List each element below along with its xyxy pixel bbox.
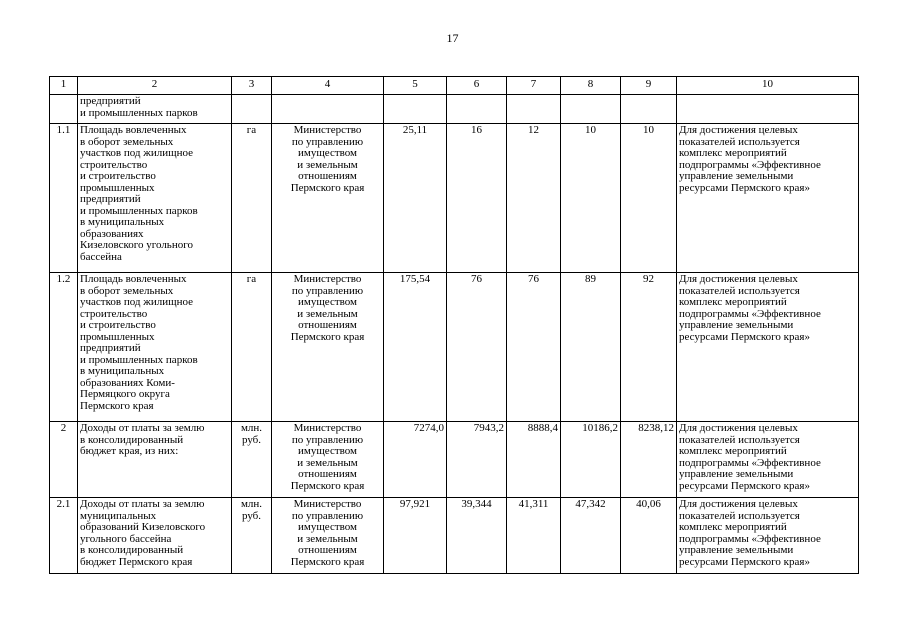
header-cell-2: 2 bbox=[78, 77, 232, 95]
cell-value-5: 7274,0 bbox=[384, 422, 447, 498]
cell-value-8: 10186,2 bbox=[561, 422, 621, 498]
cell-executor bbox=[272, 95, 384, 124]
cell-indicator-name: Площадь вовлеченных в оборот земельных участков под жилищное строительство и строительство промышленных предприятий и промышленных парков в муниципальных образованиях Кизеловского угольного бассейна bbox=[78, 124, 232, 273]
cell-executor: Министерство по управлению имуществом и земельным отношениям Пермского края bbox=[272, 273, 384, 422]
cell-value-9 bbox=[621, 95, 677, 124]
cell-num: 1.1 bbox=[50, 124, 78, 273]
cell-value-6: 39,344 bbox=[447, 498, 507, 574]
cell-value-6: 16 bbox=[447, 124, 507, 273]
indicators-table bbox=[49, 76, 859, 574]
cell-num bbox=[50, 95, 78, 124]
header-cell-6: 6 bbox=[447, 77, 507, 95]
header-cell-5: 5 bbox=[384, 77, 447, 95]
cell-value-7 bbox=[507, 95, 561, 124]
header-cell-4: 4 bbox=[272, 77, 384, 95]
cell-executor: Министерство по управлению имуществом и земельным отношениям Пермского края bbox=[272, 422, 384, 498]
cell-value-9: 40,06 bbox=[621, 498, 677, 574]
cell-unit: млн. руб. bbox=[232, 498, 272, 574]
cell-indicator-name: Доходы от платы за землю муниципальных образований Кизеловского угольного бассейна в консолидированный бюджет Пермского края bbox=[78, 498, 232, 574]
header-cell-3: 3 bbox=[232, 77, 272, 95]
table-row bbox=[50, 422, 859, 498]
cell-value-8: 89 bbox=[561, 273, 621, 422]
header-cell-8: 8 bbox=[561, 77, 621, 95]
cell-note: Для достижения целевых показателей используется комплекс мероприятий подпрограммы «Эффективное управление земельными ресурсами Пермского края» bbox=[677, 498, 859, 574]
cell-note: Для достижения целевых показателей используется комплекс мероприятий подпрограммы «Эффективное управление земельными ресурсами Пермского края» bbox=[677, 273, 859, 422]
cell-executor: Министерство по управлению имуществом и земельным отношениям Пермского края bbox=[272, 124, 384, 273]
cell-value-5 bbox=[384, 95, 447, 124]
header-cell-1: 1 bbox=[50, 77, 78, 95]
cell-value-6: 7943,2 bbox=[447, 422, 507, 498]
cell-indicator-name: предприятий и промышленных парков bbox=[78, 95, 232, 124]
table-row bbox=[50, 273, 859, 422]
header-row bbox=[50, 77, 859, 95]
cell-num: 2 bbox=[50, 422, 78, 498]
cell-note bbox=[677, 95, 859, 124]
table-row bbox=[50, 124, 859, 273]
cell-value-6: 76 bbox=[447, 273, 507, 422]
cell-value-8: 47,342 bbox=[561, 498, 621, 574]
page-number: 17 bbox=[446, 31, 459, 45]
cell-unit: га bbox=[232, 273, 272, 422]
cell-num: 1.2 bbox=[50, 273, 78, 422]
cell-value-9: 10 bbox=[621, 124, 677, 273]
header-cell-10: 10 bbox=[677, 77, 859, 95]
cell-value-7: 8888,4 bbox=[507, 422, 561, 498]
cell-value-5: 97,921 bbox=[384, 498, 447, 574]
cell-value-9: 92 bbox=[621, 273, 677, 422]
cell-value-7: 41,311 bbox=[507, 498, 561, 574]
cell-note: Для достижения целевых показателей используется комплекс мероприятий подпрограммы «Эффективное управление земельными ресурсами Пермского края» bbox=[677, 124, 859, 273]
cell-value-7: 76 bbox=[507, 273, 561, 422]
cell-value-5: 175,54 bbox=[384, 273, 447, 422]
cell-indicator-name: Доходы от платы за землю в консолидированный бюджет края, из них: bbox=[78, 422, 232, 498]
cell-note: Для достижения целевых показателей используется комплекс мероприятий подпрограммы «Эффективное управление земельными ресурсами Пермского края» bbox=[677, 422, 859, 498]
cell-executor: Министерство по управлению имуществом и земельным отношениям Пермского края bbox=[272, 498, 384, 574]
cell-value-9: 8238,12 bbox=[621, 422, 677, 498]
cell-value-8: 10 bbox=[561, 124, 621, 273]
cell-value-7: 12 bbox=[507, 124, 561, 273]
cell-indicator-name: Площадь вовлеченных в оборот земельных участков под жилищное строительство и строительство промышленных предприятий и промышленных парков в муниципальных образованиях Коми- Пермяцкого округа Пермского края bbox=[78, 273, 232, 422]
table-row-continuation bbox=[50, 95, 859, 124]
cell-value-8 bbox=[561, 95, 621, 124]
cell-value-5: 25,11 bbox=[384, 124, 447, 273]
header-cell-7: 7 bbox=[507, 77, 561, 95]
cell-unit: га bbox=[232, 124, 272, 273]
table-row bbox=[50, 498, 859, 574]
cell-num: 2.1 bbox=[50, 498, 78, 574]
cell-value-6 bbox=[447, 95, 507, 124]
header-cell-9: 9 bbox=[621, 77, 677, 95]
cell-unit bbox=[232, 95, 272, 124]
cell-unit: млн. руб. bbox=[232, 422, 272, 498]
